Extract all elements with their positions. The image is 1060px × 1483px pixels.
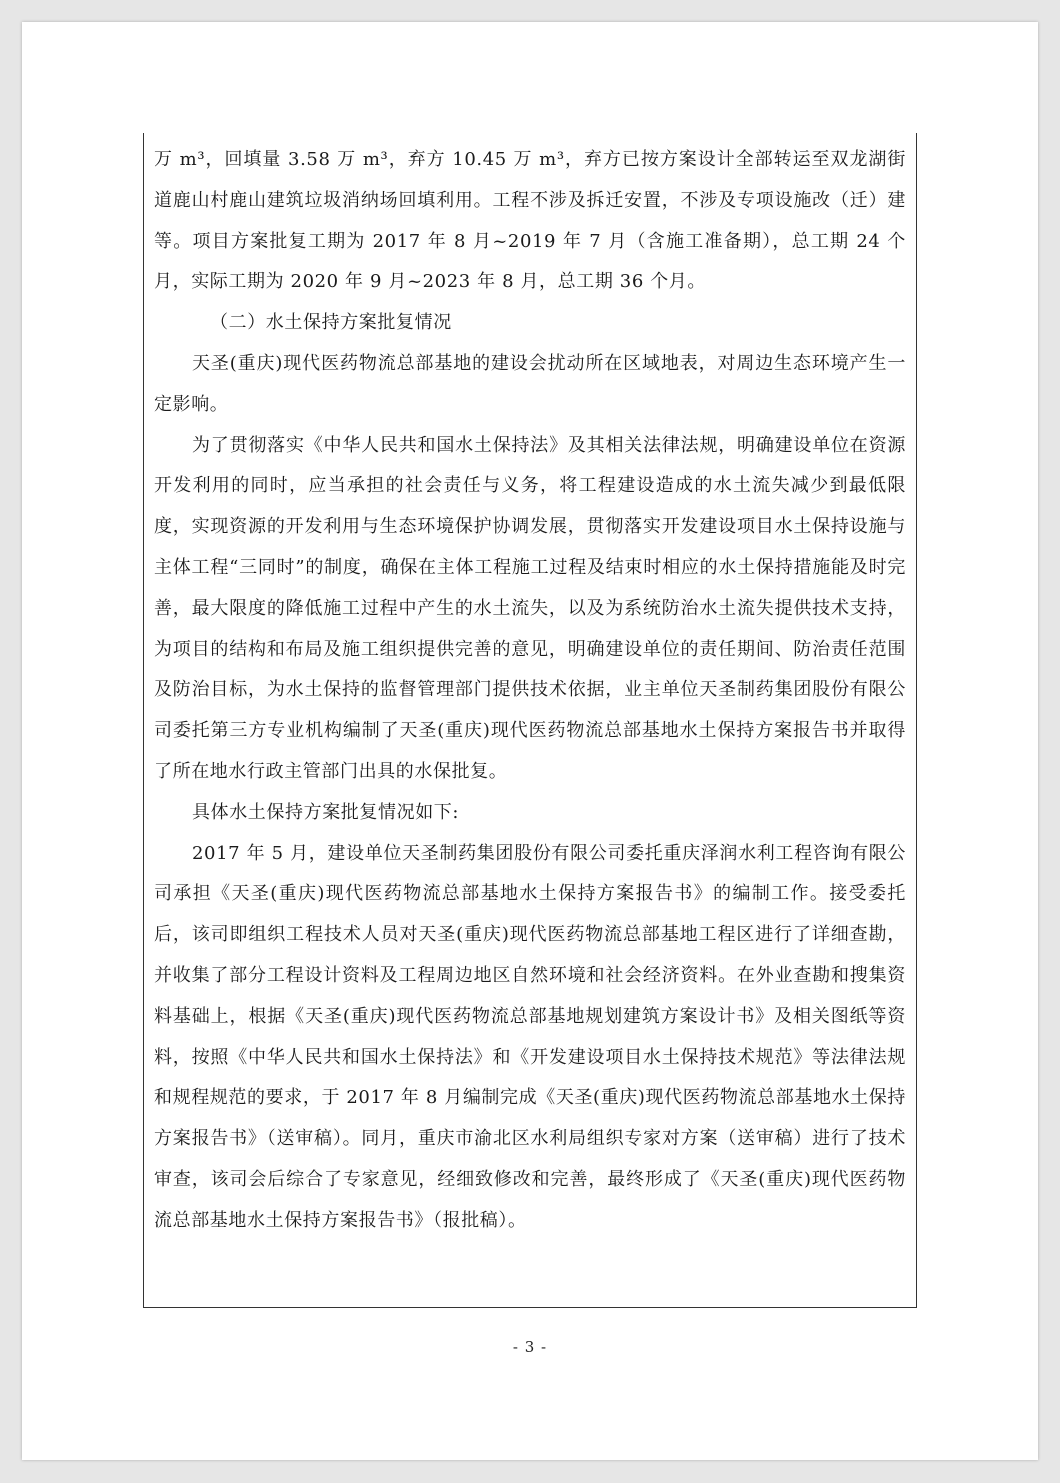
- paragraph-approval-details: 2017 年 5 月，建设单位天圣制药集团股份有限公司委托重庆泽润水利工程咨询有限公司承担《天圣(重庆)现代医药物流总部基地水土保持方案报告书》的编制工作。接受委托后，该司即组织工程技术人员对天圣(重庆)现代医药物流总部基地工程区进行了详细查勘，并收集了部分工程设计资料及工程周边地区自然环境和社会经济资料。在外业查勘和搜集资料基础上，根据《天圣(重庆)现代医药物流总部基地规划建筑方案设计书》及相关图纸等资料，按照《中华人民共和国水土保持法》和《开发建设项目水土保持技术规范》等法律法规和规程规范的要求，于 2017 年 8 月编制完成《天圣(重庆)现代医药物流总部基地水土保持方案报告书》（送审稿）。同月，重庆市渝北区水利局组织专家对方案（送审稿）进行了技术审查，该司会后综合了专家意见，经细致修改和完善，最终形成了《天圣(重庆)现代医药物流总部基地水土保持方案报告书》（报批稿）。: [154, 842, 906, 1231]
- page-number: - 3 -: [512, 1338, 548, 1356]
- paragraph-impact: 天圣(重庆)现代医药物流总部基地的建设会扰动所在区域地表，对周边生态环境产生一定影响。: [154, 352, 906, 415]
- paragraph-purpose: 为了贯彻落实《中华人民共和国水土保持法》及其相关法律法规，明确建设单位在资源开发利用的同时，应当承担的社会责任与义务，将工程建设造成的水土流失减少到最低限度，实现资源的开发利用与生态环境保护协调发展，贯彻落实开发建设项目水土保持设施与主体工程“三同时”的制度，确保在主体工程施工过程及结束时相应的水土保持措施能及时完善，最大限度的降低施工过程中产生的水土流失，以及为系统防治水土流失提供技术支持，为项目的结构和布局及施工组织提供完善的意见，明确建设单位的责任期间、防治责任范围及防治目标，为水土保持的监督管理部门提供技术依据，业主单位天圣制药集团股份有限公司委托第三方专业机构编制了天圣(重庆)现代医药物流总部基地水土保持方案报告书并取得了所在地水行政主管部门出具的水保批复。: [154, 434, 906, 782]
- section-heading-approval: （二）水土保持方案批复情况: [210, 312, 452, 334]
- paragraph-project-overview: 万 m³，回填量 3.58 万 m³，弃方 10.45 万 m³，弃方已按方案设计全部转运至双龙湖街道鹿山村鹿山建筑垃圾消纳场回填利用。工程不涉及拆迁安置，不涉及专项设施改（迁）建等。项目方案批复工期为 2017 年 8 月~2019 年 7 月（含施工准备期），总工期 24 个月，实际工期为 2020 年 9 月~2023 年 8 月，总工期 36 个月。: [154, 149, 906, 293]
- paragraph-approval-intro: 具体水土保持方案批复情况如下:: [192, 801, 460, 823]
- content-frame: [143, 133, 917, 1308]
